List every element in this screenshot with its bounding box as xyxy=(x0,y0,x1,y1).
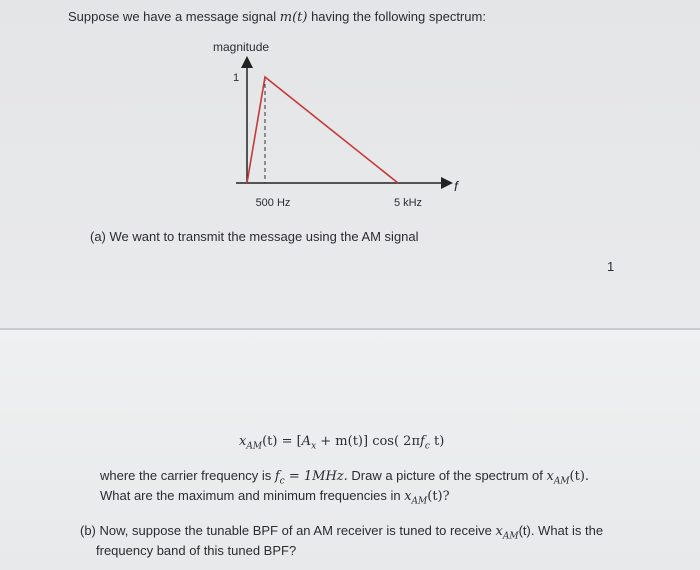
eq-a-sub: x xyxy=(311,441,317,452)
part-b-line-2: frequency band of this tuned BPF? xyxy=(96,543,297,558)
eq-lhs-symbol: x xyxy=(239,434,247,449)
message-symbol: m(t) xyxy=(279,10,308,25)
eq-lhs-arg: (t) = [ xyxy=(262,434,302,449)
y-axis-label: magnitude xyxy=(213,40,270,54)
x-axis-label: f xyxy=(454,178,458,194)
carrier-x-symbol: x xyxy=(546,469,554,484)
carrier-x-sub: AM xyxy=(553,476,570,487)
carrier-line2-prefix: What are the maximum and minimum frequencies in xyxy=(100,488,405,503)
eq-mid: + m(t)] cos( 2π xyxy=(316,434,420,449)
eq-tail: t) xyxy=(429,434,445,449)
y-tick-label-1: 1 xyxy=(233,72,240,84)
spectrum-series-line xyxy=(247,77,398,183)
carrier-line-1 xyxy=(100,468,589,487)
eq-lhs-sub: AM xyxy=(246,441,263,452)
spectrum-chart xyxy=(0,0,700,230)
carrier-line-2 xyxy=(100,488,450,507)
intro-text-suffix: having the following spectrum: xyxy=(307,9,486,24)
intro-text-prefix: Suppose we have a message signal xyxy=(68,9,280,24)
carrier-line2-x-symbol: x xyxy=(404,489,412,504)
eq-f-symbol: f xyxy=(420,434,425,449)
x-tick-label: 500 Hz xyxy=(255,197,291,209)
carrier-prefix: where the carrier frequency is xyxy=(100,468,275,483)
carrier-line2-x-sub: AM xyxy=(411,496,428,507)
am-signal-equation xyxy=(239,434,444,452)
eq-a-symbol: A xyxy=(301,434,312,449)
carrier-fc-sub: c xyxy=(279,476,285,487)
carrier-x-arg: (t). xyxy=(569,469,590,484)
part-b-prefix: (b) Now, suppose the tunable BPF of an AM receiver is tuned to receive xyxy=(80,523,496,538)
part-b-x-sub: AM xyxy=(502,531,519,542)
part-b-suffix: (t). What is the xyxy=(518,523,604,538)
x-tick-label: 5 kHz xyxy=(393,197,423,209)
part-b-line-1 xyxy=(80,523,603,542)
carrier-line2-arg: (t)? xyxy=(427,489,450,504)
part-a-label: (a) We want to transmit the message using the AM signal xyxy=(90,229,419,244)
carrier-fc-symbol: f xyxy=(274,469,280,484)
part-b-x-symbol: x xyxy=(495,524,503,539)
carrier-mid: Draw a picture of the spectrum of xyxy=(347,468,547,483)
part-a-footnote: 1 xyxy=(607,259,615,274)
carrier-fc-value: = 1MHz. xyxy=(284,469,348,484)
eq-f-sub: c xyxy=(424,441,430,452)
